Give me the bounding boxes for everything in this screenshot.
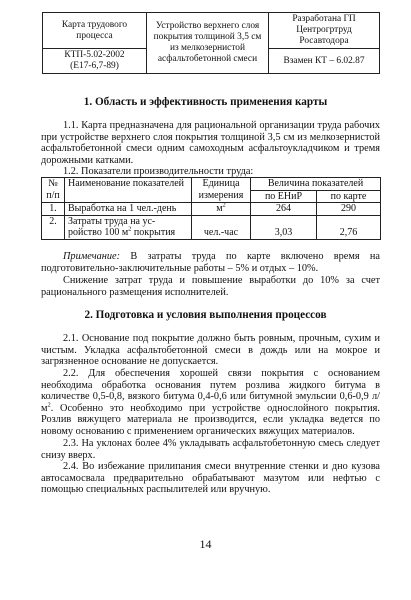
paragraph-1-1: 1.1. Карта предназначена для рациональной организации труда рабочих при устройстве верхнего слоя покрытия толщиной 3,5 см из мелкозернистой асфальтобетонной смеси одним самоходным асфальтоукладчиком и тремя дорожными катками. [41,120,380,166]
row-name: Затраты труда на ус- ройство 100 $м^2$ покрытия [65,215,192,239]
paragraph-2-3: 2.3. На уклонах более 4% укладывать асфальтобетонную смесь следует снизу вверх. [41,438,380,461]
card-code-cell [43,49,147,74]
row-card: 290 [317,203,381,216]
paragraph-2-1: 2.1. Основание под покрытие должно быть ровным, прочным, сухим и чистым. Укладка асфальтобетонной смеси в дождь или на мокрое и загрязненное основание не допускается. [41,333,380,368]
reduction-paragraph: Снижение затрат труда и повышение выработки до 10% за счет рационального размещения исполнителей. [41,275,380,298]
col-header-num: № п/п [42,178,65,203]
row-enir: 264 [251,203,317,216]
paragraph-1-2: 1.2. Показатели производительности труда: [63,166,254,177]
productivity-table [41,177,381,240]
row-num: 2. [42,215,65,239]
note-label: Примечание: [63,251,121,262]
col-header-value: Величина показателей [251,178,381,191]
col-header-enir: по ЕНиР [251,190,317,203]
section-1-title: 1. Область и эффективность применения карты [83,96,328,108]
paragraph-2-2: 2.2. Для обеспечения хорошей связи покрытия с основанием необходима обработка основания путем розлива жидкого битума в количестве 0,5-0,8, вязкого битума 0,4-0,6 или битумной эмульсии 0,6-0,9 $л/м^2$. Особенно это необходимо при устройстве однослойного покрытия. Розлив вяжущего материала не производится, если укладка ведется по новому основанию с применением органических вяжущих материалов. [41,368,380,437]
note-paragraph: Примечание: В затраты труда по карте включено время на подготовительно-заключительные работы – 5% и отдых – 10%. [41,251,380,274]
col-header-name: Наименование показателей [65,178,192,203]
card-title: Карта трудового процесса [43,13,147,49]
row-num: 1. [42,203,65,216]
col-header-unit: Единица измерения [192,178,251,203]
section-2-title: 2. Подготовка и условия выполнения процессов [84,309,327,321]
card-ref: (Е17-6,7-89) [70,61,119,71]
row-card: 2,76 [317,215,381,239]
card-code: КТП-5.02-2002 [64,50,125,60]
card-replaces: Взамен КТ – 6.02.87 [269,49,380,74]
col-header-card: по карте [317,190,381,203]
row-unit: чел.-час [192,215,251,239]
card-developer: Разработана ГП Центрогртруд Росавтодора [269,13,380,49]
row-enir: 3,03 [251,215,317,239]
card-header-table [42,12,380,74]
card-subject: Устройство верхнего слоя покрытия толщиной 3,5 см из мелкозернистой асфальтобетонной смеси [147,13,269,74]
paragraph-2-4: 2.4. Во избежание прилипания смеси внутренние стенки и дно кузова автосамосвала предварительно обрабатывают мазутом или нефтью с помощью специальных распылителей или вручную. [41,461,380,496]
page-number: 14 [199,537,212,551]
row-unit: $м^2$ [192,203,251,216]
row-name: Выработка на 1 чел.-день [65,203,192,216]
table-row [42,215,381,239]
table-row [42,203,381,216]
